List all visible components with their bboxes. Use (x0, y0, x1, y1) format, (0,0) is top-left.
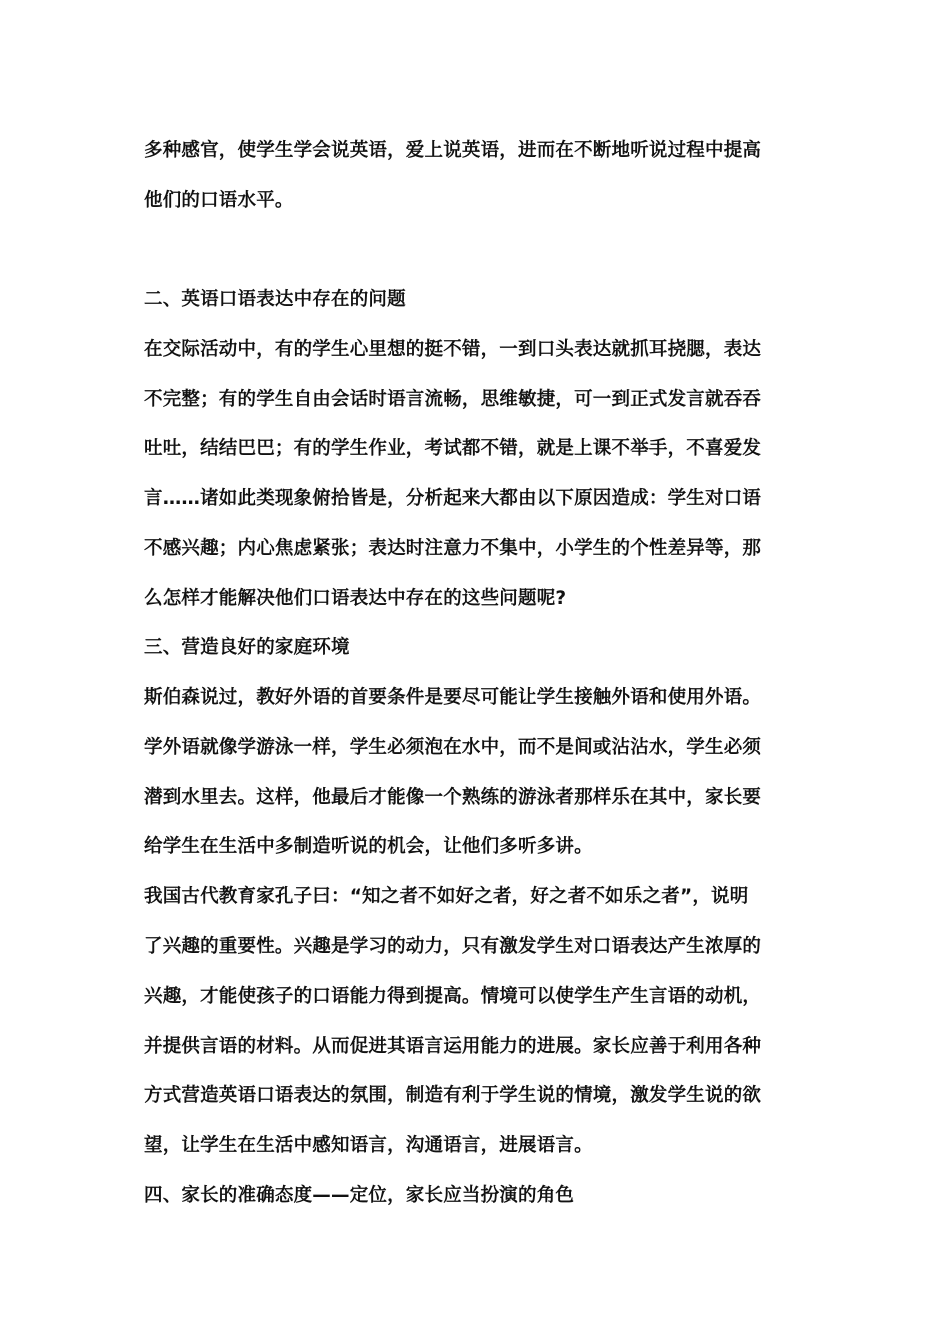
paragraph-line: 不感兴趣；内心焦虑紧张；表达时注意力不集中，小学生的个性差异等，那 (144, 538, 762, 559)
paragraph-line: 多种感官，使学生学会说英语，爱上说英语，进而在不断地听说过程中提高 (144, 140, 762, 161)
paragraph-line: 方式营造英语口语表达的氛围，制造有利于学生说的情境，激发学生说的欲 (144, 1085, 762, 1106)
paragraph-line: 望，让学生在生活中感知语言，沟通语言，进展语言。 (144, 1135, 593, 1156)
paragraph-line: 我国古代教育家孔子曰：“知之者不如好之者，好之者不如乐之者”，说明 (144, 886, 749, 907)
paragraph-line: 斯伯森说过，教好外语的首要条件是要尽可能让学生接触外语和使用外语。 (144, 687, 762, 708)
paragraph-line: 言……诸如此类现象俯拾皆是，分析起来大都由以下原因造成：学生对口语 (144, 488, 762, 509)
paragraph-line: 不完整；有的学生自由会话时语言流畅，思维敏捷，可一到正式发言就吞吞 (144, 389, 762, 410)
paragraph-line: 在交际活动中，有的学生心里想的挺不错，一到口头表达就抓耳挠腮，表达 (144, 339, 762, 360)
paragraph-line: 兴趣，才能使孩子的口语能力得到提高。情境可以使学生产生言语的动机， (144, 986, 762, 1007)
paragraph-line: 学外语就像学游泳一样，学生必须泡在水中，而不是间或沾沾水，学生必须 (144, 737, 762, 758)
paragraph-line: 吐吐，结结巴巴；有的学生作业，考试都不错，就是上课不举手，不喜爱发 (144, 438, 762, 459)
paragraph-line: 了兴趣的重要性。兴趣是学习的动力，只有激发学生对口语表达产生浓厚的 (144, 936, 762, 957)
section-heading: 二、英语口语表达中存在的问题 (144, 289, 406, 310)
section-heading: 三、营造良好的家庭环境 (144, 637, 350, 658)
paragraph-line: 给学生在生活中多制造听说的机会，让他们多听多讲。 (144, 836, 593, 857)
paragraph-line: 并提供言语的材料。从而促进其语言运用能力的进展。家长应善于利用各种 (144, 1036, 762, 1057)
paragraph-line: 么怎样才能解决他们口语表达中存在的这些问题呢? (144, 588, 567, 609)
paragraph-line: 潜到水里去。这样，他最后才能像一个熟练的游泳者那样乐在其中，家长要 (144, 787, 762, 808)
paragraph-line: 他们的口语水平。 (144, 190, 294, 211)
section-heading: 四、家长的准确态度——定位，家长应当扮演的角色 (144, 1185, 575, 1206)
